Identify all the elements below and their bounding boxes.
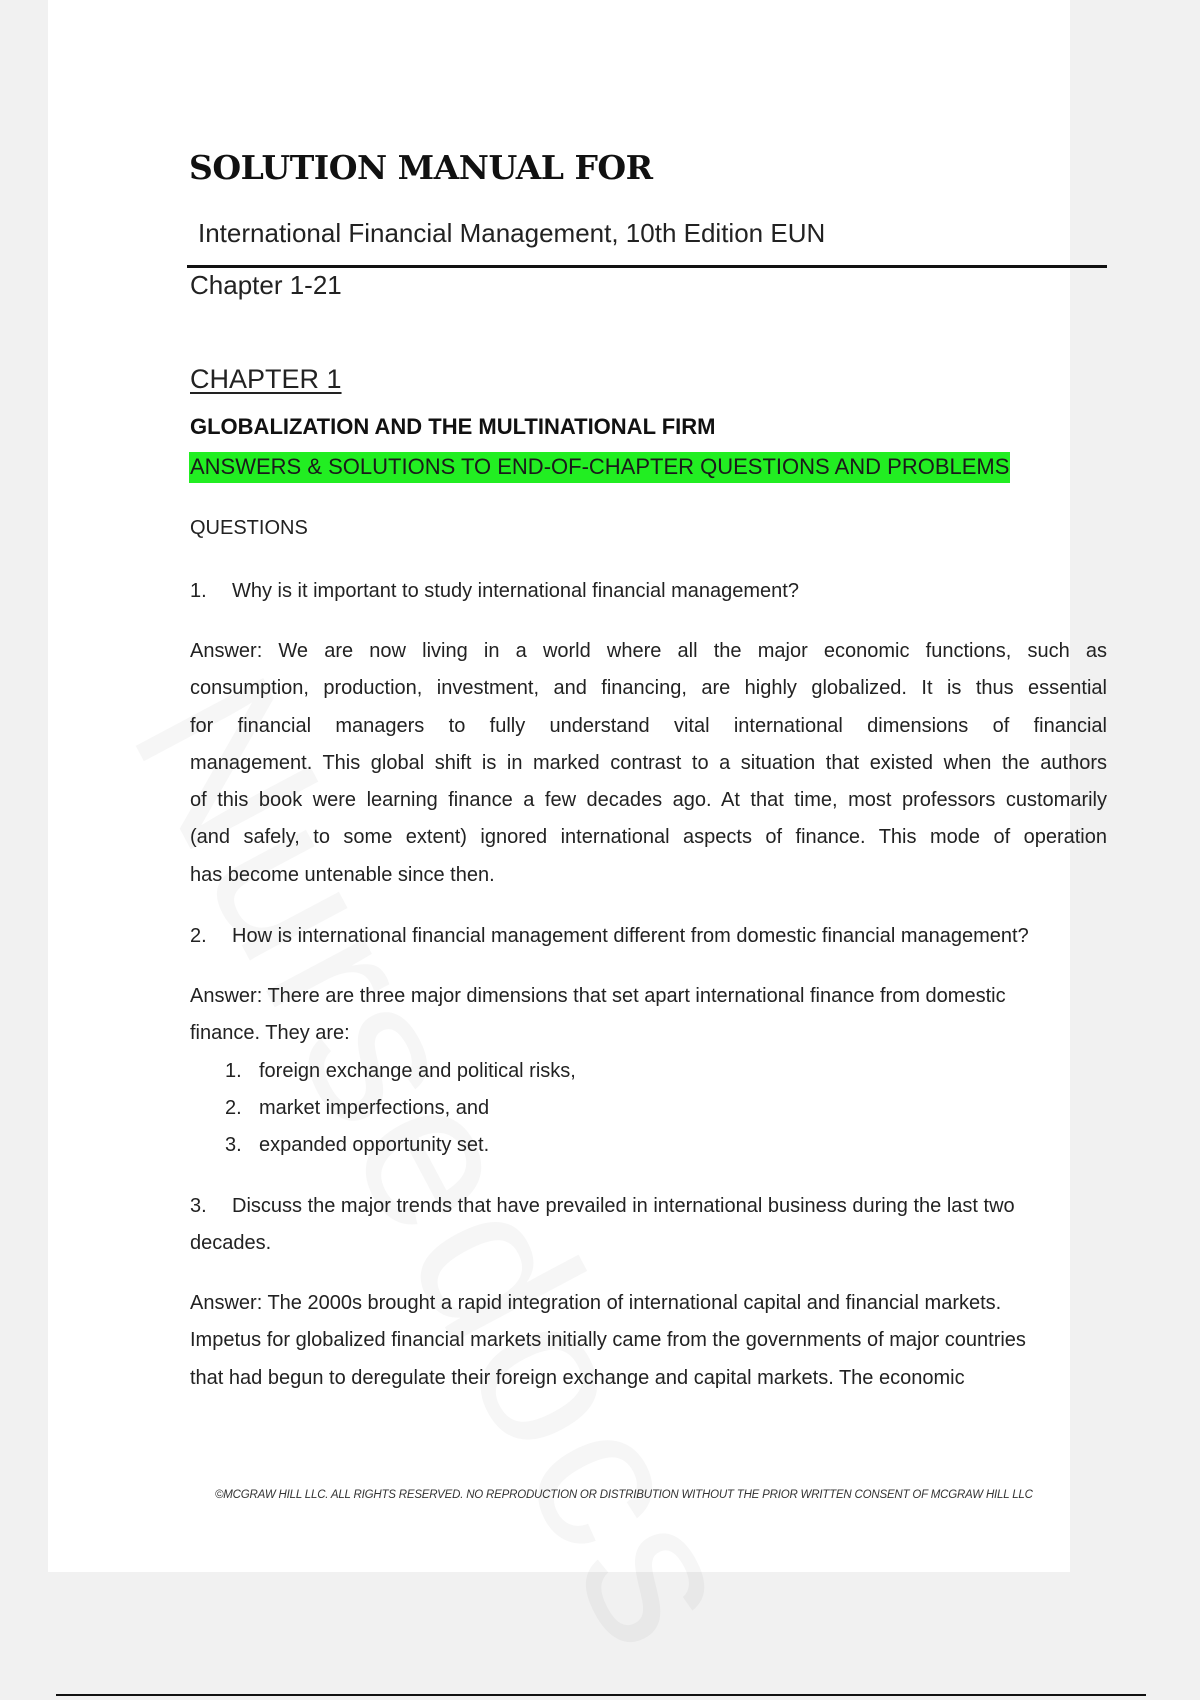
answer-line: that had begun to deregulate their foreign exchange and capital markets. The economic [190, 1366, 965, 1389]
answer-line: finance. They are: [190, 1022, 350, 1045]
copyright-footer: ©MCGRAW HILL LLC. ALL RIGHTS RESERVED. NO REPRODUCTION OR DISTRIBUTION WITHOUT THE PRIOR WRITTEN CONSENT OF MCGRAW HILL LLC [215, 1489, 1033, 1501]
answer-line: consumption, production, investment, and financing, are highly globalized. It is thus essential [190, 677, 1107, 700]
question-number: 2. [190, 925, 207, 947]
bottom-divider [56, 1694, 1146, 1696]
list-text: market imperfections, and [259, 1097, 490, 1119]
answer-line: Answer: We are now living in a world where all the major economic functions, such as [190, 640, 1107, 662]
chapter-label: CHAPTER 1 [190, 364, 342, 394]
answer-2-list [225, 1053, 576, 1164]
document-title: SOLUTION MANUAL FOR [189, 148, 653, 187]
chapter-heading: GLOBALIZATION AND THE MULTINATIONAL FIRM [190, 414, 716, 439]
list-item [225, 1053, 576, 1090]
list-text: expanded opportunity set. [259, 1134, 490, 1156]
list-number: 2. [225, 1097, 242, 1119]
answer-line: Answer: The 2000s brought a rapid integration of international capital and financial markets. [190, 1292, 1002, 1314]
question-line [190, 1188, 1107, 1225]
list-number: 3. [225, 1134, 242, 1156]
question-line: decades. [190, 1232, 272, 1255]
question-number: 1. [190, 580, 207, 602]
answer-line: (and safely, to some extent) ignored international aspects of finance. This mode of operation [190, 826, 1107, 849]
answer-line: Impetus for globalized financial markets initially came from the governments of major countries [190, 1329, 1026, 1352]
title-divider [187, 265, 1107, 268]
answer-line: has become untenable since then. [190, 863, 495, 886]
list-number: 1. [225, 1060, 242, 1082]
answer-2 [190, 978, 1107, 1053]
question-number: 3. [190, 1195, 207, 1217]
answer-line: of this book were learning finance a few decades ago. At that time, most professors customarily [190, 789, 1107, 812]
answer-3 [190, 1285, 1107, 1397]
question-text: Discuss the major trends that have prevailed in international business during the last two [232, 1195, 1015, 1217]
list-text: foreign exchange and political risks, [259, 1060, 576, 1082]
list-item [225, 1127, 576, 1164]
answers-banner: ANSWERS & SOLUTIONS TO END-OF-CHAPTER QUESTIONS AND PROBLEMS [189, 452, 1010, 483]
question-3 [190, 1188, 1107, 1263]
list-item [225, 1090, 576, 1127]
question-text: Why is it important to study international financial management? [232, 580, 799, 602]
book-title: International Financial Management, 10th Edition EUN [198, 218, 826, 248]
section-label: QUESTIONS [190, 517, 308, 539]
answer-line: for financial managers to fully understand vital international dimensions of financial [190, 714, 1107, 737]
answer-line: Answer: There are three major dimensions that set apart international finance from domestic [190, 985, 1006, 1007]
question-2 [190, 918, 1108, 955]
answer-1 [190, 633, 1107, 894]
question-text: How is international financial management different from domestic financial management? [232, 925, 1029, 947]
answer-line: management. This global shift is in marked contrast to a situation that existed when the authors [190, 751, 1107, 774]
chapter-range: Chapter 1-21 [190, 270, 342, 300]
document-page [48, 0, 1107, 1572]
question-1 [190, 573, 1108, 610]
